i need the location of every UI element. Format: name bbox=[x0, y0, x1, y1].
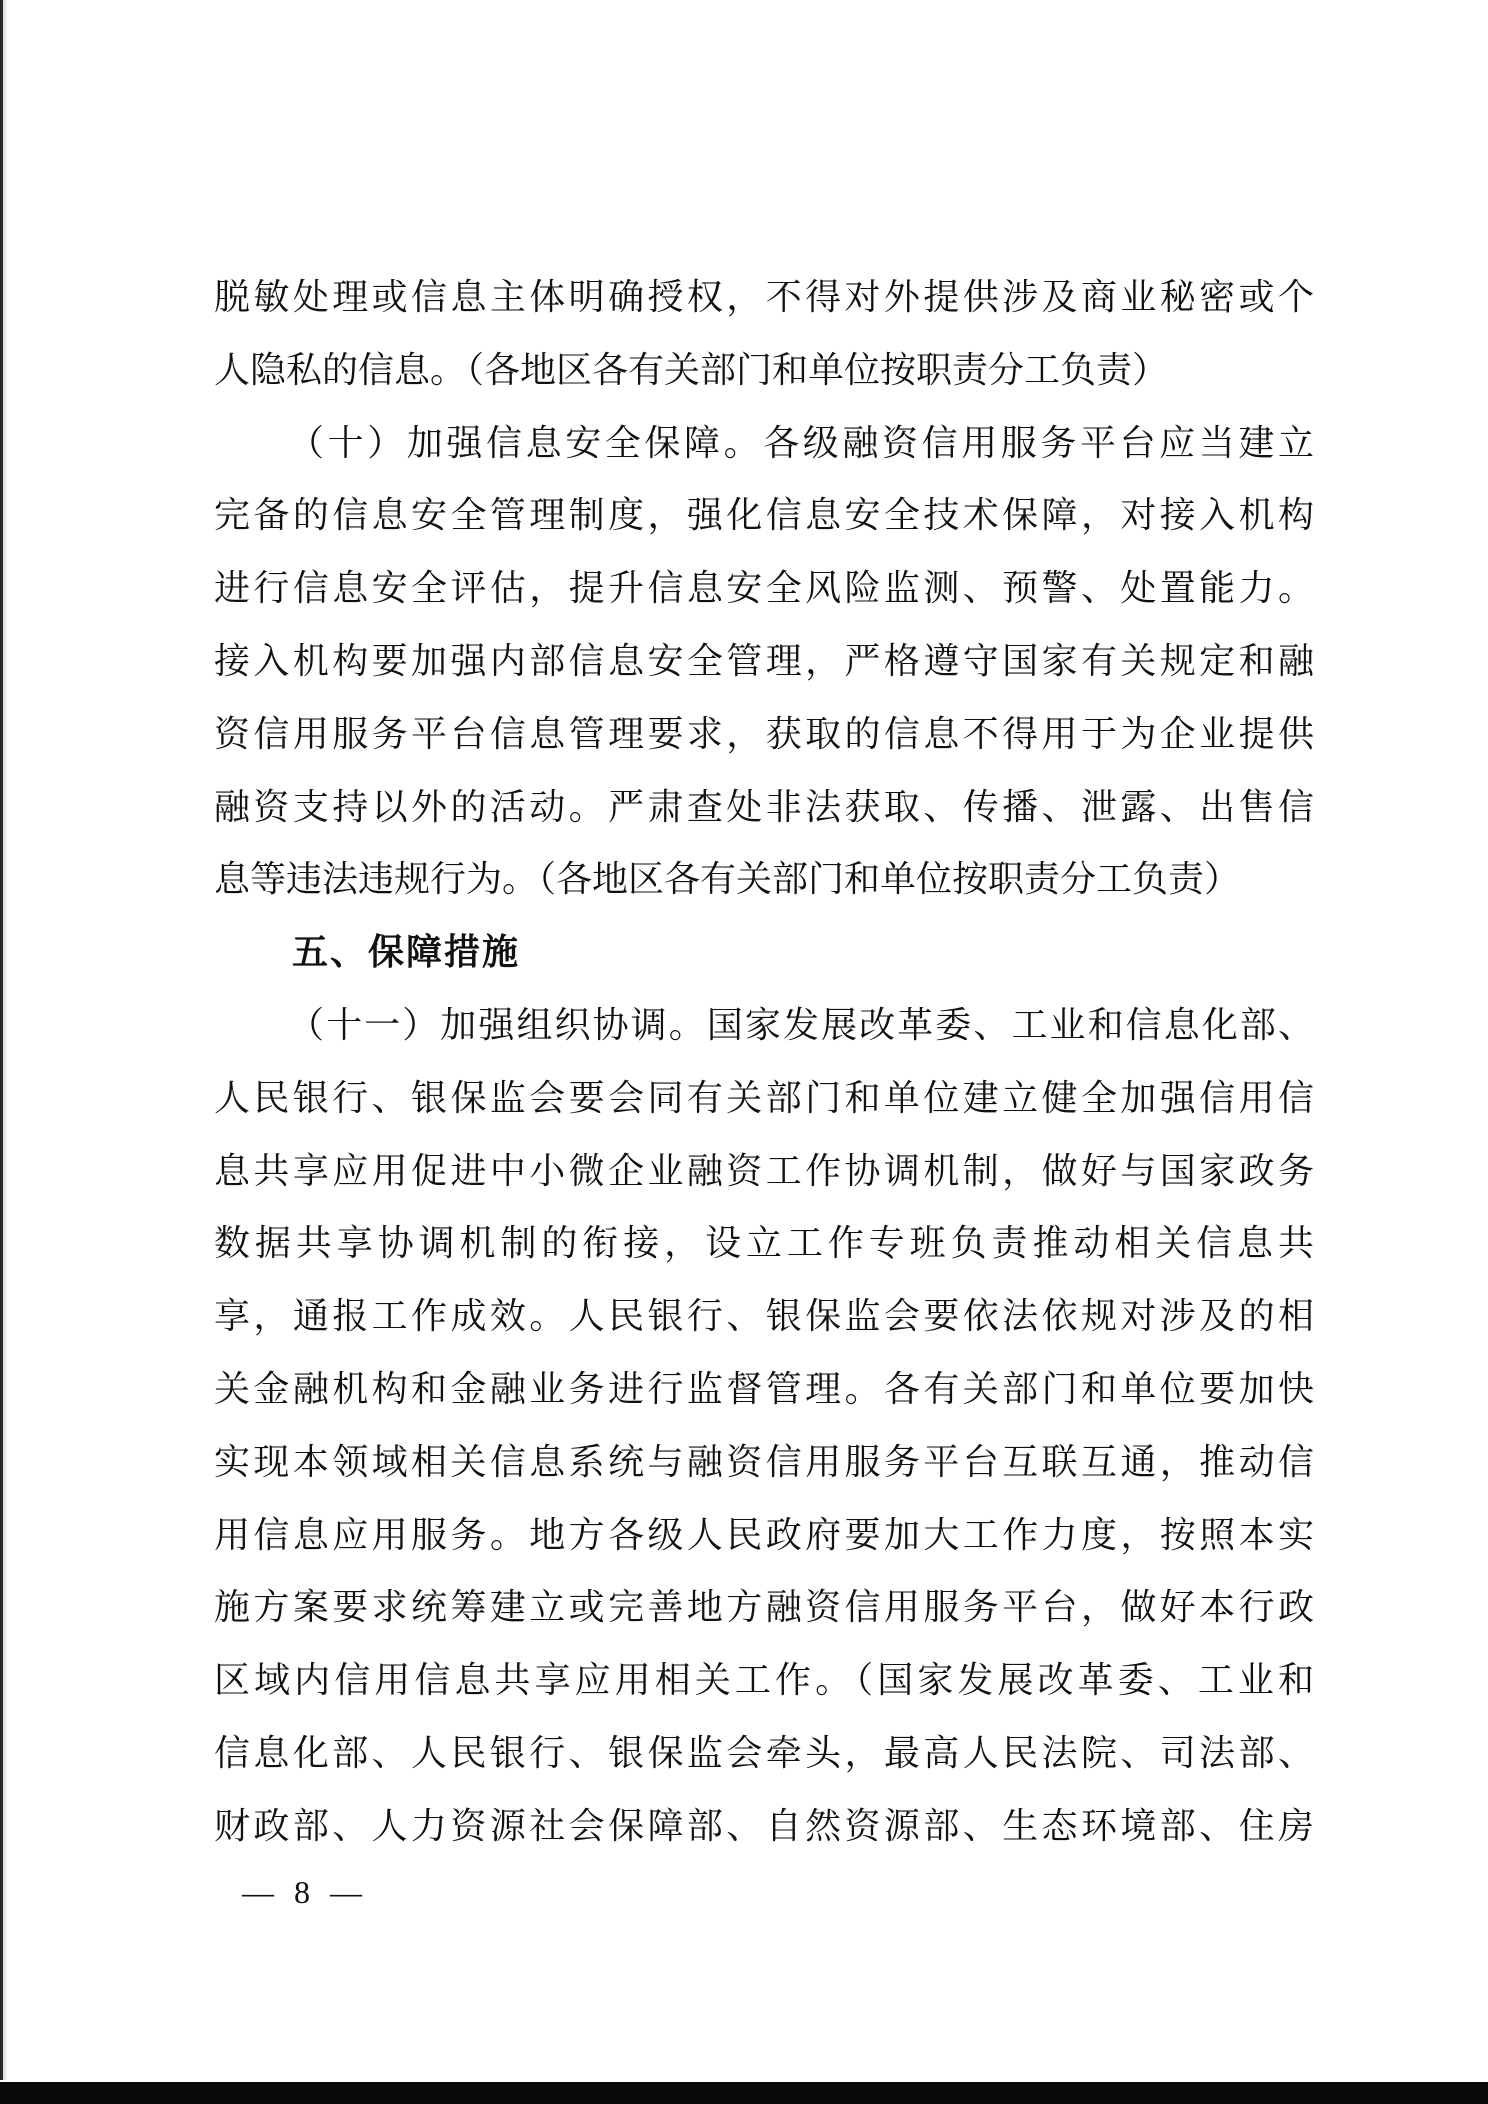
paragraph-10-line-7: 息等违法违规行为。（各地区各有关部门和单位按职责分工负责） bbox=[214, 859, 1241, 901]
paragraph-11-line-10: 区域内信用信息共享应用相关工作。（国家发展改革委、工业和 bbox=[214, 1660, 1314, 1702]
paragraph-11-line-7: 实现本领域相关信息系统与融资信用服务平台互联互通，推动信 bbox=[214, 1441, 1314, 1483]
text-line-1: 脱敏处理或信息主体明确授权，不得对外提供涉及商业秘密或个 bbox=[214, 277, 1314, 318]
scan-border-left bbox=[0, 0, 8, 2080]
paragraph-11-line-1: （十一）加强组织协调。国家发展改革委、工业和信息化部、 bbox=[288, 1004, 1314, 1046]
paragraph-11-line-5: 享，通报工作成效。人民银行、银保监会要依法依规对涉及的相 bbox=[214, 1296, 1314, 1338]
scan-border-bottom bbox=[0, 2082, 1488, 2104]
paragraph-10-line-1: （十）加强信息安全保障。各级融资信用服务平台应当建立 bbox=[288, 422, 1314, 464]
paragraph-11-line-11: 信息化部、人民银行、银保监会牵头，最高人民法院、司法部、 bbox=[214, 1732, 1314, 1774]
paragraph-11-line-12: 财政部、人力资源社会保障部、自然资源部、生态环境部、住房 bbox=[214, 1805, 1314, 1847]
paragraph-10-line-3: 进行信息安全评估，提升信息安全风险监测、预警、处置能力。 bbox=[214, 568, 1314, 610]
paragraph-11-line-4: 数据共享协调机制的衔接，设立工作专班负责推动相关信息共 bbox=[214, 1223, 1314, 1265]
paragraph-10-line-5: 资信用服务平台信息管理要求，获取的信息不得用于为企业提供 bbox=[214, 713, 1314, 755]
paragraph-11-line-8: 用信息应用服务。地方各级人民政府要加大工作力度，按照本实 bbox=[214, 1514, 1314, 1556]
paragraph-11-line-2: 人民银行、银保监会要会同有关部门和单位建立健全加强信用信 bbox=[214, 1077, 1314, 1119]
paragraph-11-line-6: 关金融机构和金融业务进行监督管理。各有关部门和单位要加快 bbox=[214, 1368, 1314, 1410]
text-line-2: 人隐私的信息。（各地区各有关部门和单位按职责分工负责） bbox=[214, 349, 1169, 391]
paragraph-10-line-6: 融资支持以外的活动。严肃查处非法获取、传播、泄露、出售信 bbox=[214, 786, 1314, 828]
paragraph-10-line-2: 完备的信息安全管理制度，强化信息安全技术保障，对接入机构 bbox=[214, 495, 1314, 537]
section-heading: 五、保障措施 bbox=[292, 932, 521, 974]
paragraph-11-line-9: 施方案要求统筹建立或完善地方融资信用服务平台，做好本行政 bbox=[214, 1587, 1314, 1629]
page-number: — 8 — bbox=[242, 1874, 368, 1910]
document-body bbox=[214, 262, 1314, 1864]
paragraph-11-line-3: 息共享应用促进中小微企业融资工作协调机制，做好与国家政务 bbox=[214, 1150, 1314, 1192]
paragraph-10-line-4: 接入机构要加强内部信息安全管理，严格遵守国家有关规定和融 bbox=[214, 640, 1314, 682]
